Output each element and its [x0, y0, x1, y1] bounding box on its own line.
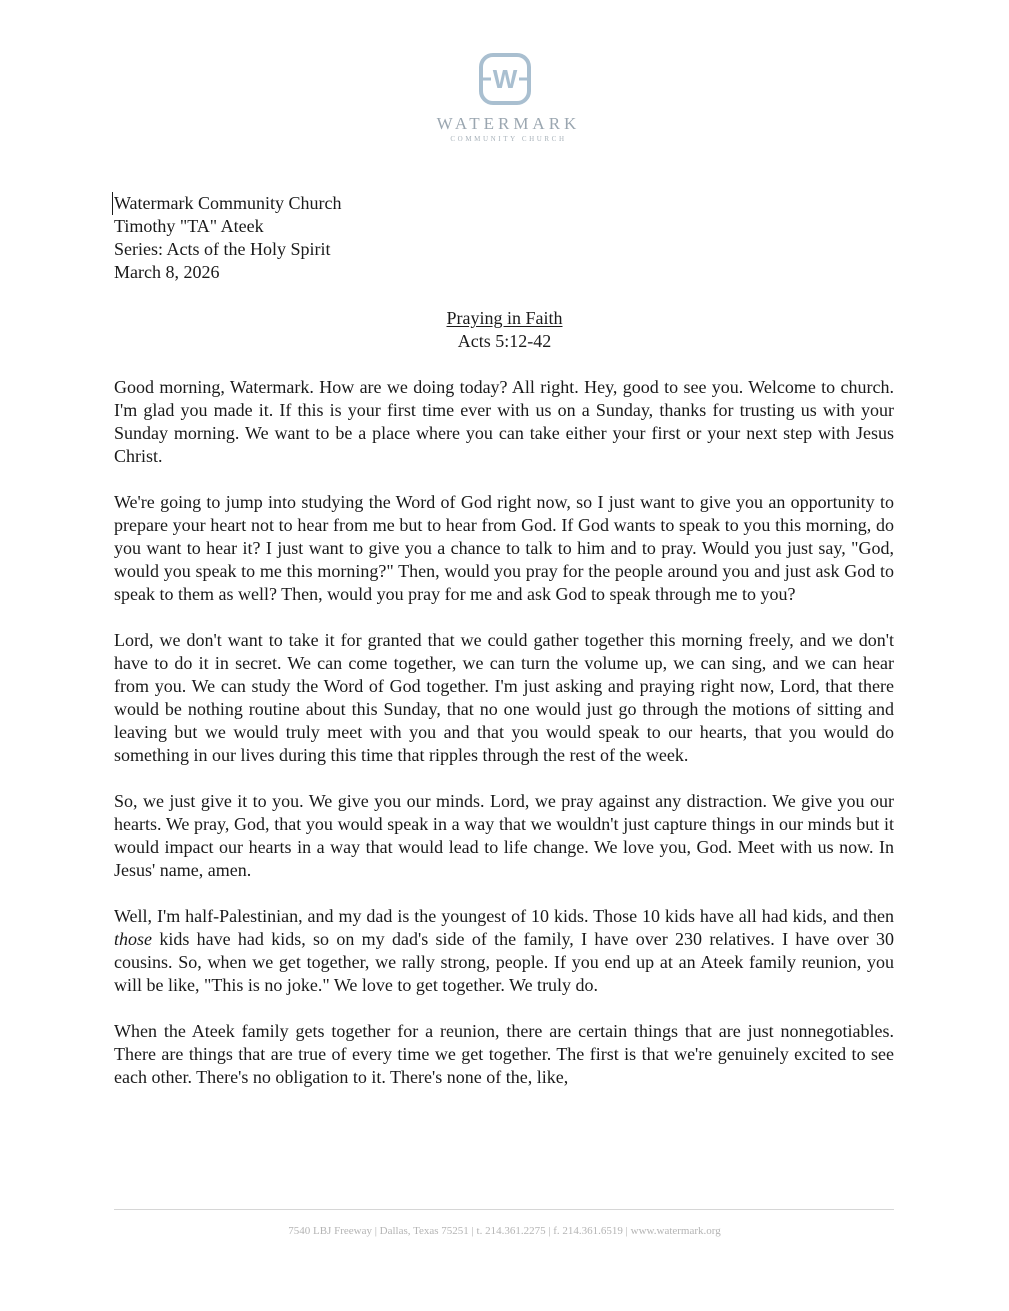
- footer-divider: [114, 1209, 894, 1210]
- paragraph-text: Well, I'm half-Palestinian, and my dad is the youngest of 10 kids. Those 10 kids have all had kids, and then: [114, 906, 894, 926]
- watermark-logo-icon: [478, 52, 532, 106]
- church-name[interactable]: Watermark Community Church: [114, 193, 342, 213]
- footer-contact: 7540 LBJ Freeway | Dallas, Texas 75251 | t. 214.361.2275 | f. 214.361.6519 | www.watermark.org: [288, 1225, 721, 1237]
- sermon-body: [114, 376, 894, 1112]
- scripture-passage: Acts 5:12-42: [457, 331, 552, 351]
- emphasis-text: those: [114, 929, 152, 949]
- paragraph: So, we just give it to you. We give you our minds. Lord, we pray against any distraction. We give you our hearts. We pray, God, that you would speak in a way that we wouldn't just capture things in our minds but it would impact our hearts in a way that would lead to life change. We love you, God. Meet with us now. In Jesus' name, amen.: [114, 791, 894, 880]
- sermon-title: Praying in Faith: [446, 308, 563, 328]
- sermon-heading: [0, 307, 1009, 353]
- paragraph: [114, 905, 894, 997]
- paragraph-text: kids have had kids, so on my dad's side of the family, I have over 230 relatives. I have over 30 cousins. So, when we get together, we rally strong, people. If you end up at an Ateek family reunion, you will be like, "This is no joke." We love to get together. We truly do.: [114, 929, 894, 995]
- sermon-date: March 8, 2026: [114, 262, 220, 282]
- paragraph: Lord, we don't want to take it for granted that we could gather together this morning freely, and we don't have to do it in secret. We can come together, we can turn the volume up, we can sing, and we can hear from you. We can study the Word of God together. I'm just asking and praying right now, Lord, that there would be nothing routine about this Sunday, that no one would just go through the motions of sitting and leaving but we would truly meet with you and that you would speak to our hearts, that you would do something in our lives during this time that ripples through the rest of the week.: [114, 630, 894, 765]
- paragraph: When the Ateek family gets together for a reunion, there are certain things that are just nonnegotiables. There are things that are true of every time we get together. The first is that we're genuinely excited to see each other. There's no obligation to it. There's none of the, like,: [114, 1021, 894, 1087]
- series-name: Series: Acts of the Holy Spirit: [114, 239, 331, 259]
- paragraph: Good morning, Watermark. How are we doing today? All right. Hey, good to see you. Welcome to church. I'm glad you made it. If this is your first time ever with us on a Sunday, thanks for trusting us with your Sunday morning. We want to be a place where you can take either your first or your next step with Jesus Christ.: [114, 377, 894, 466]
- paragraph: We're going to jump into studying the Word of God right now, so I just want to give you an opportunity to prepare your heart not to hear from me but to hear from God. If God wants to speak to you this morning, do you want to hear it? I just want to give you a chance to talk to him and to pray. Would you just say, "God, would you speak to me this morning?" Then, would you pray for the people around you and just ask God to speak to them as well? Then, would you pray for me and ask God to speak through me to you?: [114, 492, 894, 604]
- logo-mark-letter: W: [492, 64, 517, 94]
- logo-subtitle: COMMUNITY CHURCH: [450, 135, 567, 143]
- logo-name: WATERMARK: [436, 114, 581, 133]
- church-logo: [0, 52, 1009, 143]
- document-header: [114, 192, 342, 284]
- speaker-name: Timothy "TA" Ateek: [114, 216, 264, 236]
